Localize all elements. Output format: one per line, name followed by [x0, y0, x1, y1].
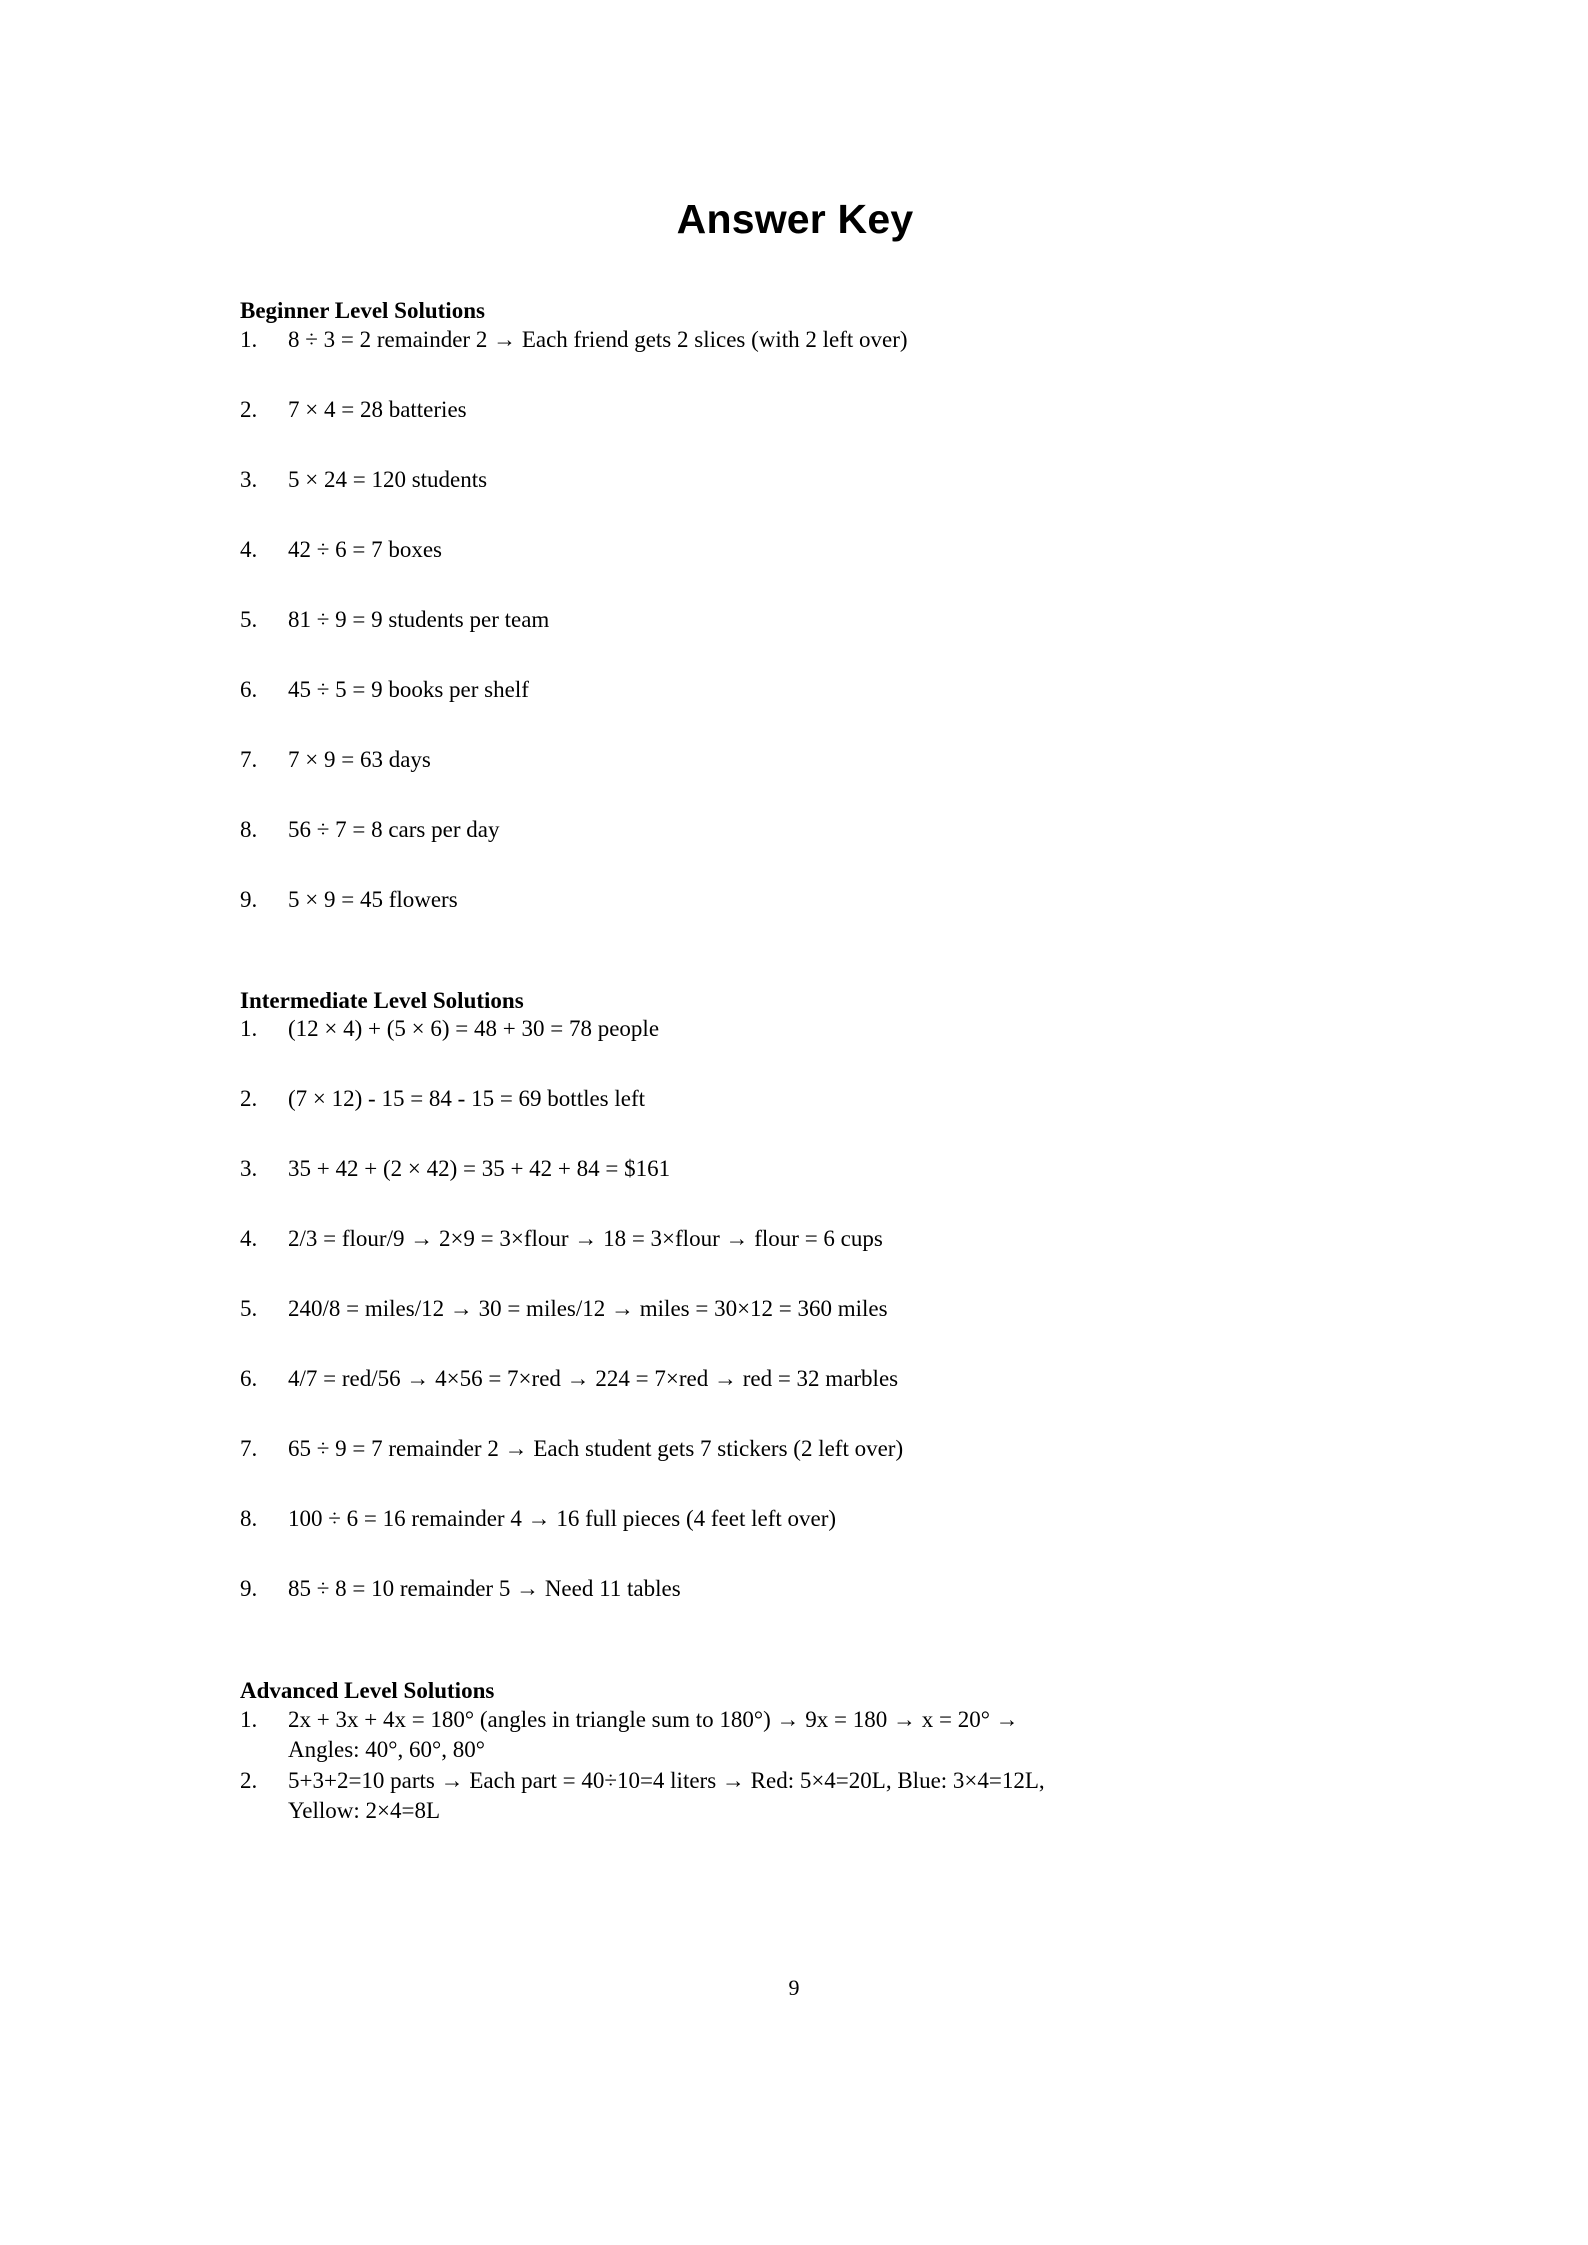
list-item-number: 8. [240, 1506, 258, 1532]
list-item-number: 8. [240, 816, 258, 842]
list-item-number: 6. [240, 676, 258, 702]
list-item-text: (7 × 12) - 15 = 84 - 15 = 69 bottles left [288, 1086, 646, 1112]
answer-list-intermediate [240, 1014, 1350, 1644]
list-item-text: 4/7 = red/56 → 4×56 = 7×red → 224 = 7×red → red = 32 marbles [288, 1366, 899, 1392]
list-item-number: 2. [240, 1767, 258, 1793]
list-item [240, 535, 1350, 605]
list-item-text: 56 ÷ 7 = 8 cars per day [288, 816, 500, 842]
list-item-number: 1. [240, 1016, 258, 1042]
list-item-number: 3. [240, 466, 258, 492]
answer-list-advanced [240, 1705, 1350, 1826]
list-item-number: 2. [240, 396, 258, 422]
list-item-text: 5 × 24 = 120 students [288, 466, 488, 492]
list-item-number: 3. [240, 1156, 258, 1182]
list-item [240, 1154, 1350, 1224]
answer-list-beginner [240, 325, 1350, 955]
list-item [240, 1084, 1350, 1154]
list-item [240, 1294, 1350, 1364]
section-heading-advanced: Advanced Level Solutions [240, 1678, 495, 1704]
list-item-number: 5. [240, 606, 258, 632]
list-item [240, 1574, 1350, 1644]
list-item [240, 885, 1350, 955]
list-item [240, 1014, 1350, 1084]
list-item-text: 240/8 = miles/12 → 30 = miles/12 → miles = 30×12 = 360 miles [288, 1296, 888, 1322]
section-heading-intermediate: Intermediate Level Solutions [240, 987, 524, 1013]
list-item-text-line2: Angles: 40°, 60°, 80° [288, 1737, 485, 1763]
list-item [240, 465, 1350, 535]
list-item [240, 745, 1350, 815]
list-item-number: 9. [240, 886, 258, 912]
page-number: 9 [788, 1975, 800, 2000]
list-item [240, 1766, 1350, 1827]
list-item-text: 8 ÷ 3 = 2 remainder 2 → Each friend gets 2 slices (with 2 left over) [288, 326, 908, 352]
list-item-text: 7 × 9 = 63 days [288, 746, 431, 772]
list-item-number: 9. [240, 1576, 258, 1602]
list-item-text-line1: 5+3+2=10 parts → Each part = 40÷10=4 liters → Red: 5×4=20L, Blue: 3×4=12L, [288, 1767, 1045, 1793]
list-item [240, 1364, 1350, 1434]
list-item-text-line1: 2x + 3x + 4x = 180° (angles in triangle sum to 180°) → 9x = 180 → x = 20° → [288, 1706, 1019, 1732]
list-item-text: (12 × 4) + (5 × 6) = 48 + 30 = 78 people [288, 1016, 660, 1042]
list-item [240, 815, 1350, 885]
list-item [240, 325, 1350, 395]
list-item [240, 1224, 1350, 1294]
list-item [240, 1504, 1350, 1574]
list-item-text: 45 ÷ 5 = 9 books per shelf [288, 676, 529, 702]
list-item-number: 7. [240, 746, 258, 772]
list-item-number: 4. [240, 536, 258, 562]
list-item-text: 65 ÷ 9 = 7 remainder 2 → Each student gets 7 stickers (2 left over) [288, 1436, 904, 1462]
section-heading-beginner: Beginner Level Solutions [240, 298, 485, 324]
list-item-text: 81 ÷ 9 = 9 students per team [288, 606, 550, 632]
list-item [240, 1705, 1350, 1766]
list-item [240, 1434, 1350, 1504]
list-item-text: 100 ÷ 6 = 16 remainder 4 → 16 full pieces (4 feet left over) [288, 1506, 837, 1532]
list-item-text: 5 × 9 = 45 flowers [288, 886, 458, 912]
list-item-text-line2: Yellow: 2×4=8L [288, 1797, 441, 1823]
list-item-text: 7 × 4 = 28 batteries [288, 396, 467, 422]
list-item-text: 42 ÷ 6 = 7 boxes [288, 536, 443, 562]
list-item-text: 35 + 42 + (2 × 42) = 35 + 42 + 84 = $161 [288, 1156, 671, 1182]
list-item [240, 605, 1350, 675]
list-item-number: 5. [240, 1296, 258, 1322]
page-title: Answer Key [676, 196, 914, 242]
list-item-number: 4. [240, 1226, 258, 1252]
list-item-number: 6. [240, 1366, 258, 1392]
list-item-text: 2/3 = flour/9 → 2×9 = 3×flour → 18 = 3×flour → flour = 6 cups [288, 1226, 883, 1252]
list-item-text: 85 ÷ 8 = 10 remainder 5 → Need 11 tables [288, 1576, 681, 1602]
page-content [240, 0, 1350, 1826]
list-item [240, 395, 1350, 465]
list-item-number: 1. [240, 1706, 258, 1732]
list-item [240, 675, 1350, 745]
list-item-number: 1. [240, 326, 258, 352]
list-item-number: 7. [240, 1436, 258, 1462]
list-item-number: 2. [240, 1086, 258, 1112]
